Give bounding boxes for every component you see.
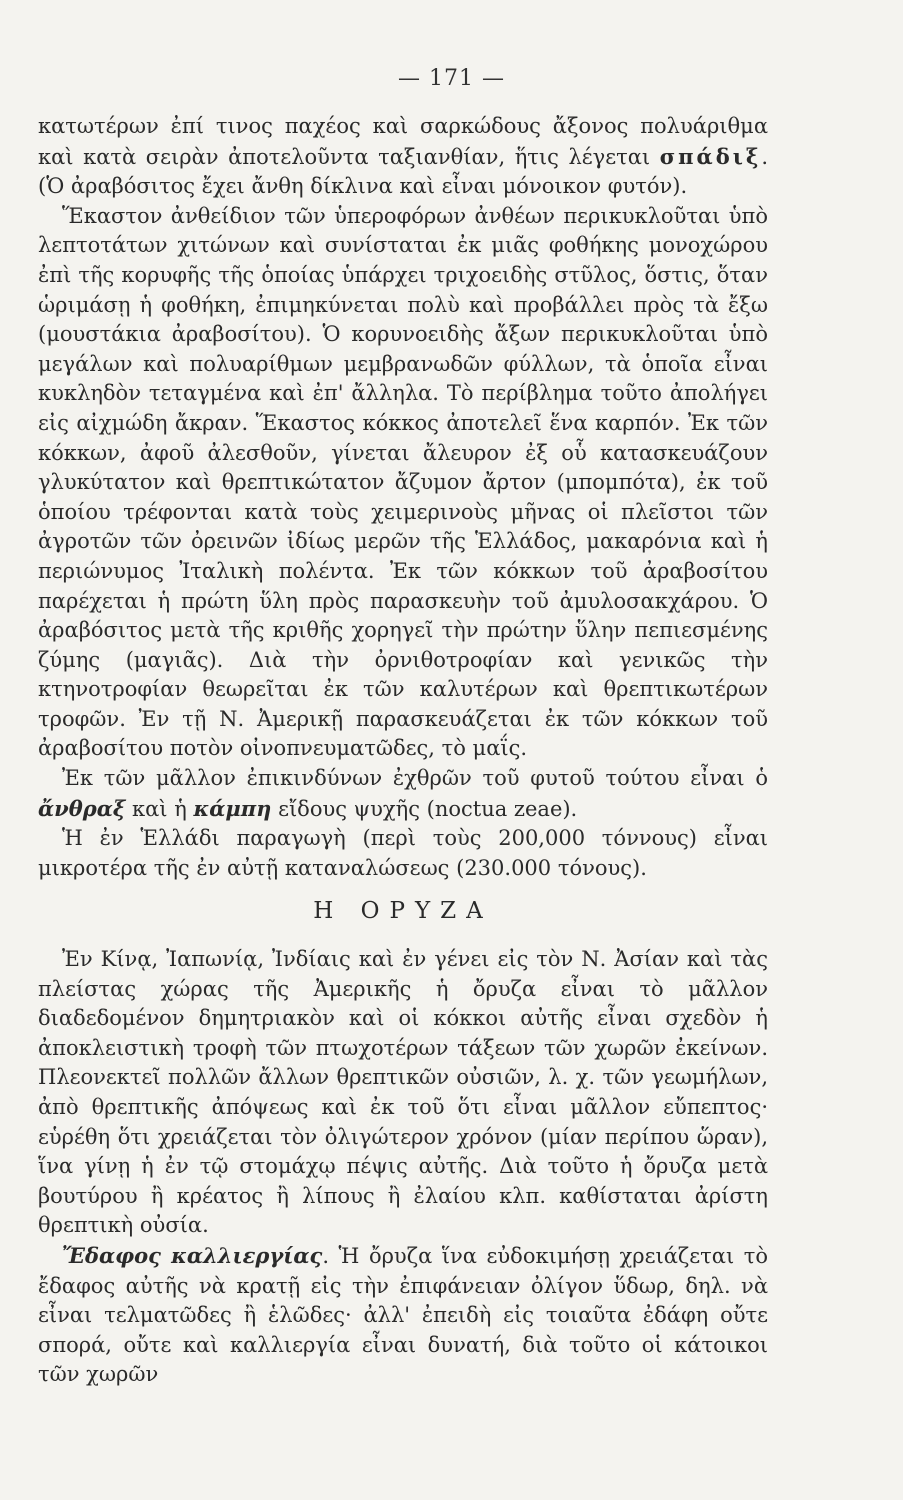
term-edafos: Ἔδαφος καλλιεργίας <box>62 1242 323 1268</box>
term-anthrax: ἄνθραξ <box>38 795 126 821</box>
paragraph-3 <box>38 764 768 824</box>
paragraph-3-text-a: Ἐκ τῶν μᾶλλον ἐπικινδύνων ἐχθρῶν τοῦ φυτοῦ τούτου εἶναι ὁ <box>62 766 768 791</box>
term-kampi: κάμπη <box>193 795 272 821</box>
paragraph-2: Ἕκαστον ἀνθείδιον τῶν ὑπεροφόρων ἀνθέων περικυκλοῦται ὑπὸ λεπτοτάτων χιτώνων καὶ συνίσταται ἐκ μιᾶς φοθήκης μονοχώρου ἐπὶ τῆς κορυφῆς τῆς ὁποίας ὑπάρχει τριχοειδὴς στῦλος, ὅστις, ὅταν ὡριμάσῃ ἡ φοθήκη, ἐπιμηκύνεται πολὺ καὶ προβάλλει πρὸς τὰ ἔξω (μουστάκια ἀραβοσίτου). Ὁ κορυνοειδὴς ἄξων περικυκλοῦται ὑπὸ μεγάλων καὶ πολυαρίθμων μεμβρανωδῶν φύλλων, τὰ ὁποῖα εἶναι κυκληδὸν τεταγμένα καὶ ἐπ' ἄλληλα. Τὸ περίβλημα τοῦτο ἀπολήγει εἰς αἰχμώδη ἄκραν. Ἕκαστος κόκκος ἀποτελεῖ ἕνα καρπόν. Ἐκ τῶν κόκκων, ἀφοῦ ἀλεσθοῦν, γίνεται ἄλευρον ἐξ οὗ κατασκευάζουν γλυκύτατον καὶ θρεπτικώτατον ἄζυμον ἄρτον (μπομπότα), ἐκ τοῦ ὁποίου τρέφονται κατὰ τοὺς χειμερινοὺς μῆνας οἱ πλεῖστοι τῶν ἀγροτῶν τῶν ὀρεινῶν ἰδίως μερῶν τῆς Ἑλλάδος, μακαρόνια καὶ ἡ περιώνυμος Ἰταλικὴ πολέντα. Ἐκ τῶν κόκκων τοῦ ἀραβοσίτου παρέχεται ἡ πρώτη ὕλη πρὸς παρασκευὴν τοῦ ἀμυλοσακχάρου. Ὁ ἀραβόσιτος μετὰ τῆς κριθῆς χορηγεῖ τὴν πρώτην ὕλην πεπιεσμένης ζύμης (μαγιᾶς). Διὰ τὴν ὀρνιθοτροφίαν καὶ γενικῶς τὴν κτηνοτροφίαν θεωρεῖται ἐκ τῶν καλυτέρων καὶ θρεπτικωτέρων τροφῶν. Ἐν τῇ Ν. Ἀμερικῇ παρασκευάζεται ἐκ τῶν κόκκων τοῦ ἀραβοσίτου ποτὸν οἰνοπνευματῶδες, τὸ μαΐς. <box>38 203 768 761</box>
paragraph-1 <box>38 112 768 202</box>
paragraph-5: Ἐν Κίνᾳ, Ἰαπωνίᾳ, Ἰνδίαις καὶ ἐν γένει εἰς τὸν Ν. Ἀσίαν καὶ τὰς πλείστας χώρας τῆς Ἀμερικῆς ἡ ὄρυζα εἶναι τὸ μᾶλλον διαδεδομένον δημητριακὸν καὶ οἱ κόκκοι αὐτῆς εἶναι σχεδὸν ἡ ἀποκλειστικὴ τροφὴ τῶν πτωχοτέρων τάξεων τῶν χωρῶν ἐκείνων. Πλεονεκτεῖ πολλῶν ἄλλων θρεπτικῶν οὐσιῶν, λ. χ. τῶν γεωμήλων, ἀπὸ θρεπτικῆς ἀπόψεως καὶ ἐκ τοῦ ὅτι εἶναι μᾶλλον εὔπεπτος· εὑρέθη ὅτι χρειάζεται τὸν ὀλιγώτερον χρόνον (μίαν περίπου ὥραν), ἵνα γίνῃ ἡ ἐν τῷ στομάχῳ πέψις αὐτῆς. Διὰ τοῦτο ἡ ὄρυζα μετὰ βουτύρου ἢ κρέατος ἢ λίπους ἢ ἐλαίου κλπ. καθίσταται ἀρίστη θρεπτικὴ οὐσία. <box>38 947 768 1238</box>
paragraph-6 <box>38 1241 768 1390</box>
page-body <box>38 112 768 1390</box>
page-number: — 171 — <box>398 66 505 91</box>
paragraph-3-text-b: καὶ ἡ <box>125 796 194 821</box>
paragraph-1-text-b: . (Ὁ ἀραβόσιτος ἔχει ἄνθη δίκλινα καὶ εἶναι μόνοικον φυτόν). <box>38 144 768 199</box>
paragraph-3-text-c: εἴδους ψυχῆς (noctua zeae). <box>271 796 578 821</box>
paragraph-6-text: . Ἡ ὄρυζα ἵνα εὐδοκιμήσῃ χρειάζεται τὸ ἔδαφος αὐτῆς νὰ κρατῇ εἰς τὴν ἐπιφάνειαν ὀλίγον ὕδωρ, δηλ. νὰ εἶναι τελματῶδες ἢ ἑλῶδες· ἀλλ' ἐπειδὴ εἰς τοιαῦτα ἐδάφη οὔτε σπορά, οὔτε καὶ καλλιεργία εἶναι δυνατή, διὰ τοῦτο οἱ κάτοικοι τῶν χωρῶν <box>38 1243 768 1387</box>
section-heading: Η ΟΡΥΖΑ <box>313 898 493 925</box>
term-spadix: σπάδιξ <box>659 143 762 169</box>
paragraph-1-text-a: κατωτέρων ἐπί τινος παχέος καὶ σαρκώδους ἄξονος πολυάριθμα καὶ κατὰ σειρὰν ἀποτελοῦντα ταξιανθίαν, ἥτις λέγεται <box>38 114 768 169</box>
paragraph-4: Ἡ ἐν Ἑλλάδι παραγωγὴ (περὶ τοὺς 200,000 τόννους) εἶναι μικροτέρα τῆς ἐν αὐτῇ καταναλώσεως (230.000 τόνους). <box>38 826 768 880</box>
